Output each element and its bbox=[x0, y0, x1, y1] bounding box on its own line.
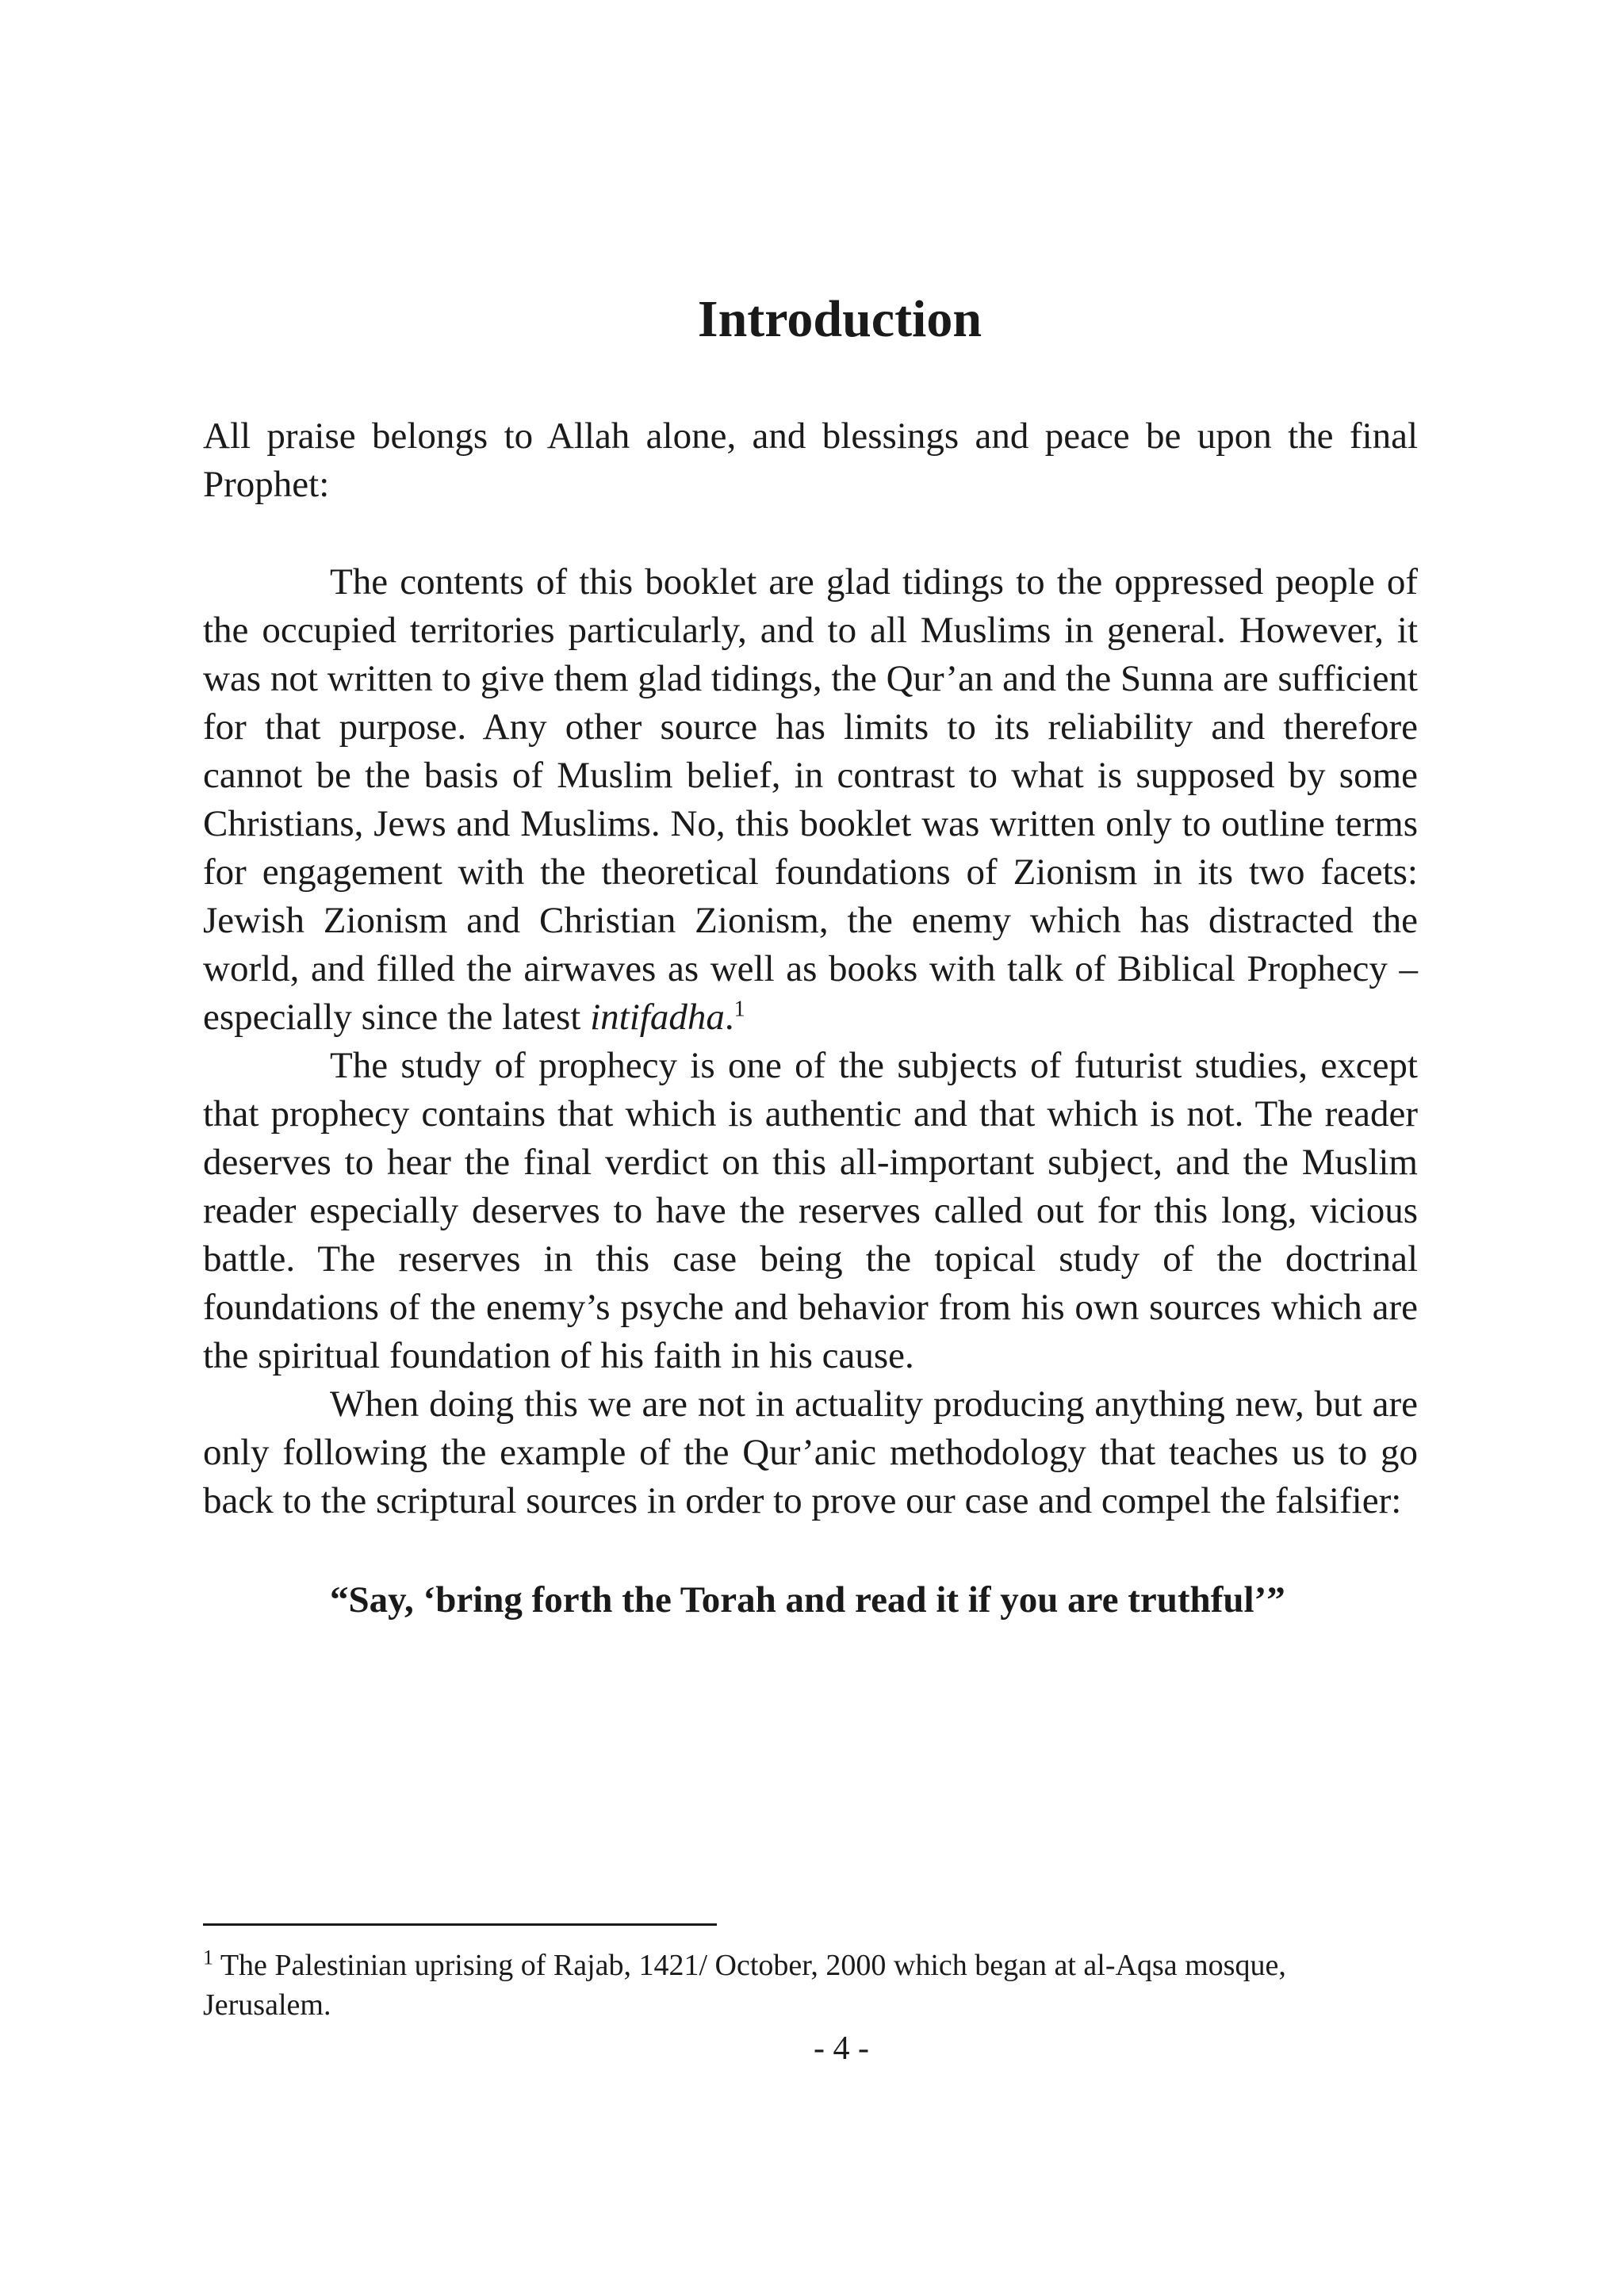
page-number: - 4 - bbox=[814, 2030, 869, 2067]
paragraph-booklet-purpose bbox=[203, 558, 1418, 1042]
footnote-text: The Palestinian uprising of Rajab, 1421/ October, 2000 which began at al-Aqsa mosque, Jerusalem. bbox=[203, 1949, 1286, 2022]
footnote-reference[interactable]: 1 bbox=[733, 997, 745, 1022]
page-body bbox=[203, 290, 1418, 1624]
paragraph-end: . bbox=[724, 997, 734, 1038]
paragraph-text: The contents of this booklet are glad tidings to the oppressed people of the occupied territories particularly, and to all Muslims in general. However, it was not written to give them glad tidings, the Qur’an and the Sunna are sufficient for that purpose. Any other source has limits to its reliability and therefore cannot be the basis of Muslim belief, in contrast to what is supposed by some Christians, Jews and Muslims. No, this booklet was written only to outline terms for engagement with the theoretical foundations of Zionism in its two facets: Jewish Zionism and Christian Zionism, the enemy which has distracted the world, and filled the airwaves as well as books with talk of Biblical Prophecy –especially since the latest bbox=[203, 561, 1418, 1038]
paragraph-prophecy-study: The study of prophecy is one of the subjects of futurist studies, except that prophecy contains that which is authentic and that which is not. The reader deserves to hear the final verdict on this all-important subject, and the Muslim reader especially deserves to have the reserves called out for this long, vicious battle. The reserves in this case being the topical study of the doctrinal foundations of the enemy’s psyche and behavior from his own sources which are the spiritual foundation of his faith in his cause. bbox=[203, 1045, 1418, 1376]
footnote-marker: 1 bbox=[203, 1946, 213, 1969]
italic-term: intifadha bbox=[590, 997, 725, 1038]
paragraph-quranic-method: When doing this we are not in actuality producing anything new, but are only following the example of the Qur’anic methodology that teaches us to go back to the scriptural sources in order to prove our case and compel the falsifier: bbox=[203, 1383, 1418, 1521]
page-title: Introduction bbox=[697, 290, 982, 348]
footnote-divider bbox=[203, 1923, 717, 1926]
quran-quote: “Say, ‘bring forth the Torah and read it if you are truthful’” bbox=[330, 1579, 1285, 1621]
footnote bbox=[203, 1946, 1418, 2025]
opening-paragraph: All praise belongs to Allah alone, and blessings and peace be upon the final Prophet: bbox=[203, 415, 1418, 505]
